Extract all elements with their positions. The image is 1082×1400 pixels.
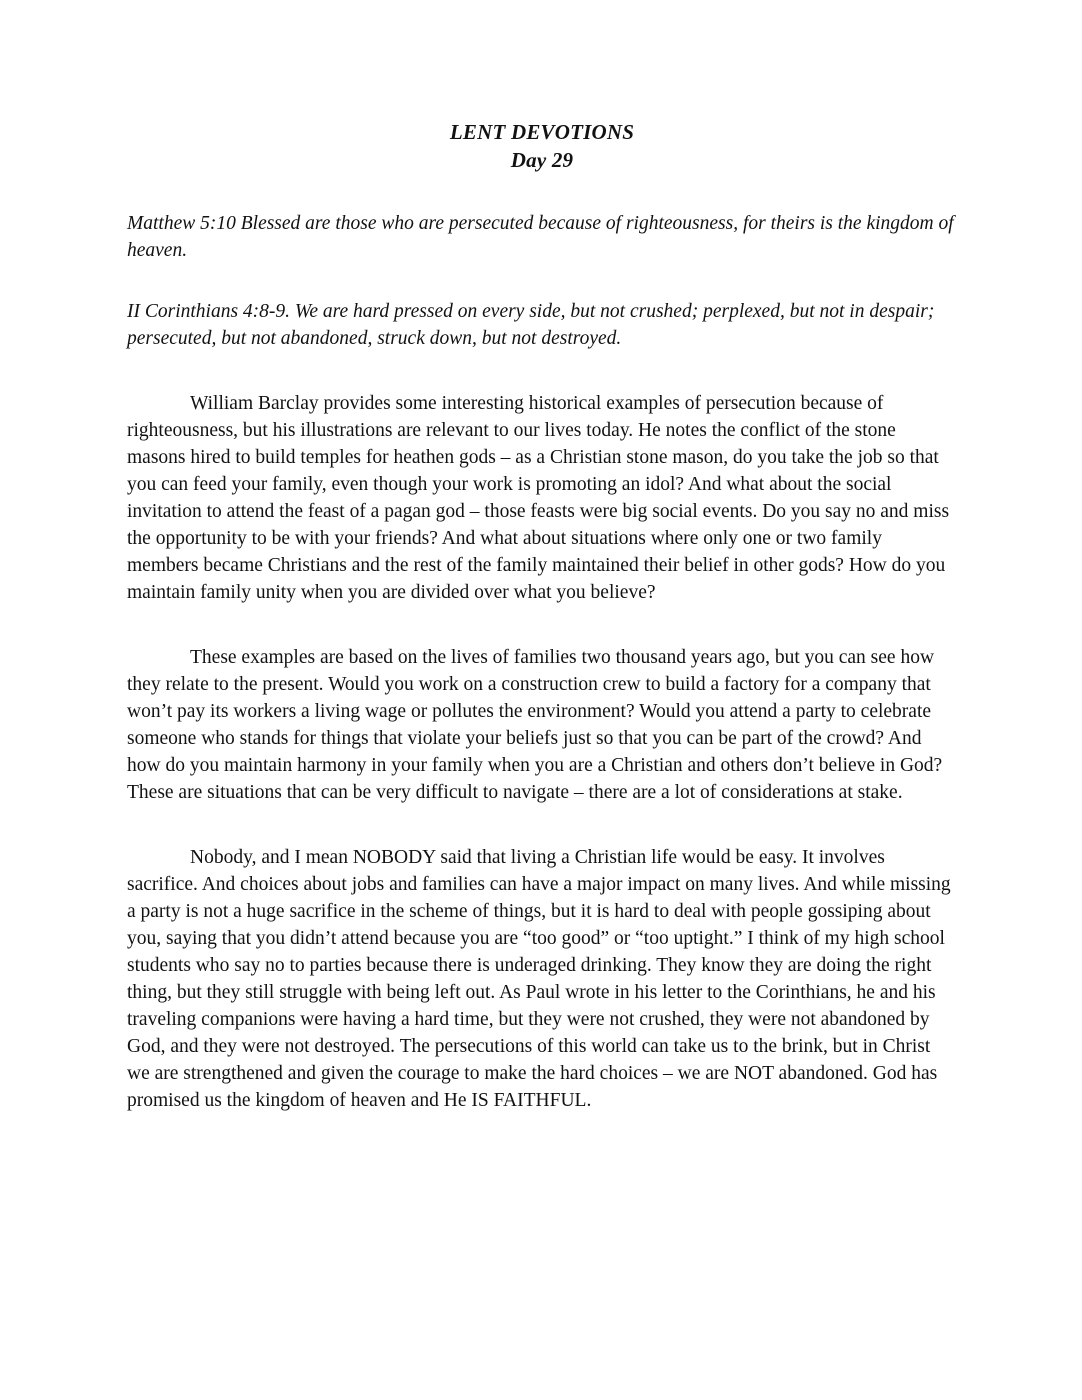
document-title (127, 118, 957, 174)
body-paragraph-1: William Barclay provides some interesting historical examples of persecution because of righteousness, but his illustrations are relevant to our lives today. He notes the conflict of the stone masons hired to build temples for heathen gods – as a Christian stone mason, do you take the job so that you can feed your family, even though your work is promoting an idol? And what about the social invitation to attend the feast of a pagan god – those feasts were big social events. Do you say no and miss the opportunity to be with your friends? And what about situations where only one or two family members became Christians and the rest of the family maintained their belief in other gods? How do you maintain family unity when you are divided over what you believe? (127, 393, 950, 603)
scripture-quote-corinthians: II Corinthians 4:8-9. We are hard pressed on every side, but not crushed; perplexed, but not in despair; persecuted, but not abandoned, struck down, but not destroyed. (127, 301, 935, 349)
document-content (127, 118, 957, 1114)
body-paragraph-2: These examples are based on the lives of families two thousand years ago, but you can see how they relate to the present. Would you work on a construction crew to build a factory for a company that won’t pay its workers a living wage or pollutes the environment? Would you attend a party to celebrate someone who stands for things that violate your beliefs just so that you can be part of the crowd? And how do you maintain harmony in your family when you are a Christian and others don’t believe in God? These are situations that can be very difficult to navigate – there are a lot of considerations at stake. (127, 647, 943, 803)
scripture-quote-matthew: Matthew 5:10 Blessed are those who are persecuted because of righteousness, for theirs is the kingdom of heaven. (127, 213, 954, 261)
title-line-2: Day 29 (510, 148, 574, 172)
title-line-1: LENT DEVOTIONS (449, 120, 635, 144)
body-paragraph-3: Nobody, and I mean NOBODY said that living a Christian life would be easy. It involves sacrifice. And choices about jobs and families can have a major impact on many lives. And while missing a party is not a huge sacrifice in the scheme of things, but it is hard to deal with people gossiping about you, saying that you didn’t attend because you are “too good” or “too uptight.” I think of my high school students who say no to parties because there is underaged drinking. They know they are doing the right thing, but they still struggle with being left out. As Paul wrote in his letter to the Corinthians, he and his traveling companions were having a hard time, but they were not crushed, they were not abandoned by God, and they were not destroyed. The persecutions of this world can take us to the brink, but in Christ we are strengthened and given the courage to make the hard choices – we are NOT abandoned. God has promised us the kingdom of heaven and He IS FAITHFUL. (127, 847, 951, 1111)
